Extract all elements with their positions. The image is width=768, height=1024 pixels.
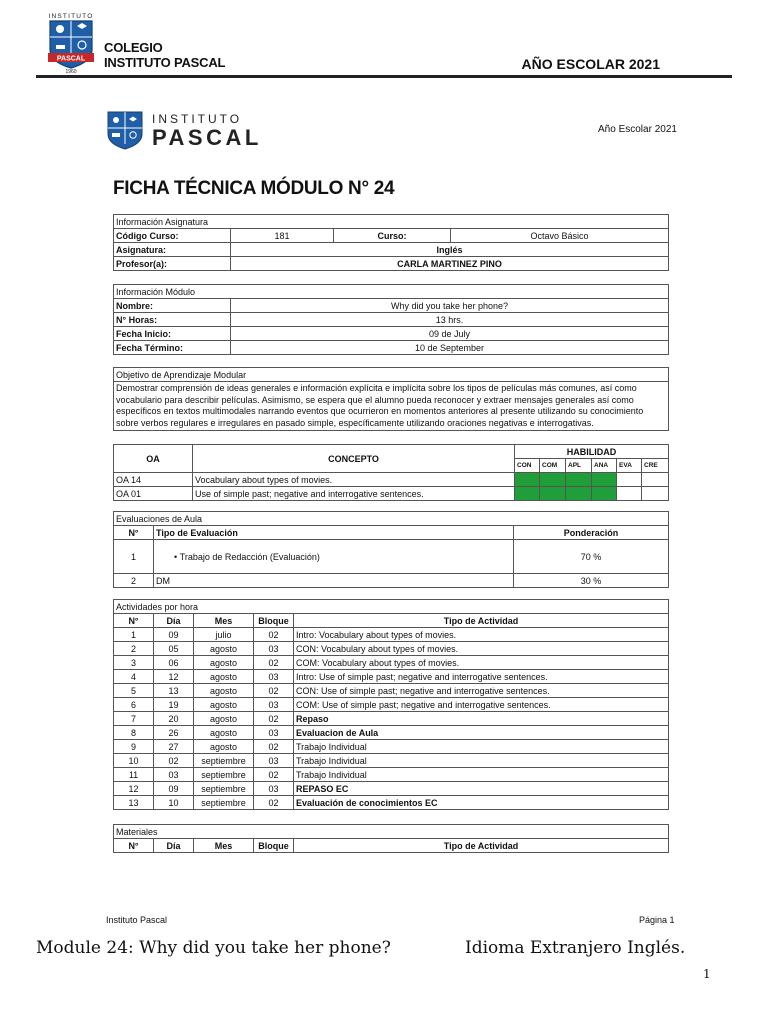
- act-bloque: 02: [254, 656, 294, 670]
- act-tipo: REPASO EC: [294, 782, 669, 796]
- act-n: 4: [114, 670, 154, 684]
- eval-row: [114, 574, 669, 588]
- oa-row: [114, 487, 669, 501]
- actividades-table: [113, 599, 669, 810]
- act-dia: 20: [154, 712, 194, 726]
- skill-cell: [540, 487, 566, 501]
- modulo-value: 09 de July: [231, 327, 669, 341]
- asignatura-label: Asignatura:: [114, 243, 231, 257]
- oa-concepto: Vocabulary about types of movies.: [193, 473, 515, 487]
- modulo-section-title: Información Módulo: [114, 285, 669, 299]
- modulo-row: [114, 313, 669, 327]
- act-mes: agosto: [194, 642, 254, 656]
- act-n: 7: [114, 712, 154, 726]
- footer-institute: Instituto Pascal: [106, 915, 168, 925]
- subject-caption: Idioma Extranjero Inglés.: [465, 938, 686, 958]
- eval-tipo-header: Tipo de Evaluación: [154, 526, 514, 540]
- act-mes: agosto: [194, 656, 254, 670]
- eval-n-header: N°: [114, 526, 154, 540]
- codigo-value: 181: [231, 229, 334, 243]
- eval-row: [114, 540, 669, 574]
- skill-apl: APL: [566, 459, 592, 473]
- mat-header-n: N°: [114, 839, 154, 853]
- act-dia: 27: [154, 740, 194, 754]
- eval-pond: 70 %: [514, 540, 669, 574]
- objetivo-table: [113, 367, 669, 431]
- act-mes: septiembre: [194, 768, 254, 782]
- mat-header-dia: Día: [154, 839, 194, 853]
- activity-row: [114, 768, 669, 782]
- modulo-table: [113, 284, 669, 355]
- eval-n: 2: [114, 574, 154, 588]
- modulo-row: [114, 341, 669, 355]
- activity-row: [114, 712, 669, 726]
- act-mes: septiembre: [194, 796, 254, 810]
- logo-word-pascal: PASCAL: [152, 125, 262, 150]
- act-mes: agosto: [194, 712, 254, 726]
- act-n: 2: [114, 642, 154, 656]
- oa-code: OA 01: [114, 487, 193, 501]
- act-n: 8: [114, 726, 154, 740]
- skill-cell: [592, 487, 617, 501]
- asignatura-section-title: Información Asignatura: [114, 215, 669, 229]
- act-bloque: 02: [254, 628, 294, 642]
- act-mes: agosto: [194, 740, 254, 754]
- modulo-row: [114, 299, 669, 313]
- eval-pond: 30 %: [514, 574, 669, 588]
- skill-eva: EVA: [617, 459, 642, 473]
- act-mes: agosto: [194, 670, 254, 684]
- skill-com: COM: [540, 459, 566, 473]
- act-tipo: Trabajo Individual: [294, 754, 669, 768]
- act-dia: 09: [154, 782, 194, 796]
- activity-row: [114, 642, 669, 656]
- eval-n: 1: [114, 540, 154, 574]
- modulo-label: Fecha Inicio:: [114, 327, 231, 341]
- act-bloque: 03: [254, 754, 294, 768]
- oa-table: [113, 444, 669, 501]
- act-tipo: COM: Use of simple past; negative and interrogative sentences.: [294, 698, 669, 712]
- act-bloque: 02: [254, 712, 294, 726]
- act-header-mes: Mes: [194, 614, 254, 628]
- asignatura-table: [113, 214, 669, 271]
- materiales-table: [113, 824, 669, 853]
- act-n: 11: [114, 768, 154, 782]
- skill-cell: [515, 487, 540, 501]
- act-bloque: 03: [254, 782, 294, 796]
- school-crest-logo: [44, 10, 98, 74]
- asignatura-value: Inglés: [231, 243, 669, 257]
- act-tipo: CON: Vocabulary about types of movies.: [294, 642, 669, 656]
- act-dia: 02: [154, 754, 194, 768]
- act-bloque: 03: [254, 726, 294, 740]
- skill-cre: CRE: [642, 459, 669, 473]
- modulo-value: 10 de September: [231, 341, 669, 355]
- modulo-row: [114, 327, 669, 341]
- objetivo-text: Demostrar comprensión de ideas generales e información explícita e implícita sobre los tipos de películas más comunes, así como vocabulario para describir películas. Asimismo, se espera que el alumno pueda reconocer y extraer mensajes generales así como específicos en textos multimodales narrando eventos que ocurrieron en momentos anteriores al presente utilizando su conocimiento sobre verbos regulares e irregulares en pasado simple, específicamente utilizando oraciones negativas e interrogativas.: [114, 382, 669, 431]
- actividades-body: [114, 628, 669, 810]
- act-dia: 09: [154, 628, 194, 642]
- activity-row: [114, 670, 669, 684]
- page-header: [36, 6, 732, 78]
- modulo-value: Why did you take her phone?: [231, 299, 669, 313]
- skill-cell: [617, 473, 642, 487]
- college-name: [104, 40, 225, 70]
- act-n: 12: [114, 782, 154, 796]
- act-mes: agosto: [194, 684, 254, 698]
- act-tipo: Evaluacion de Aula: [294, 726, 669, 740]
- modulo-label: Nombre:: [114, 299, 231, 313]
- mat-header-mes: Mes: [194, 839, 254, 853]
- act-tipo: Trabajo Individual: [294, 740, 669, 754]
- curso-value: Octavo Básico: [451, 229, 669, 243]
- skill-cell: [642, 487, 669, 501]
- skill-cell: [566, 473, 592, 487]
- act-tipo: Repaso: [294, 712, 669, 726]
- act-bloque: 02: [254, 796, 294, 810]
- modulo-value: 13 hrs.: [231, 313, 669, 327]
- act-header-bloque: Bloque: [254, 614, 294, 628]
- module-caption: Module 24: Why did you take her phone?: [36, 938, 391, 958]
- footer-page: Página 1: [639, 915, 675, 925]
- actividades-section-title: Actividades por hora: [114, 600, 669, 614]
- act-mes: agosto: [194, 726, 254, 740]
- act-tipo: COM: Vocabulary about types of movies.: [294, 656, 669, 670]
- act-bloque: 02: [254, 684, 294, 698]
- act-header-n: N°: [114, 614, 154, 628]
- act-mes: septiembre: [194, 754, 254, 768]
- act-n: 6: [114, 698, 154, 712]
- skill-con: CON: [515, 459, 540, 473]
- act-n: 1: [114, 628, 154, 642]
- act-dia: 06: [154, 656, 194, 670]
- skill-cell: [642, 473, 669, 487]
- activity-row: [114, 684, 669, 698]
- skill-cell: [566, 487, 592, 501]
- act-tipo: Intro: Use of simple past; negative and interrogative sentences.: [294, 670, 669, 684]
- act-n: 9: [114, 740, 154, 754]
- act-dia: 12: [154, 670, 194, 684]
- page-title: FICHA TÉCNICA MÓDULO N° 24: [113, 178, 395, 199]
- evaluaciones-section-title: Evaluaciones de Aula: [114, 512, 669, 526]
- act-bloque: 03: [254, 642, 294, 656]
- activity-row: [114, 628, 669, 642]
- mat-header-tipo: Tipo de Actividad: [294, 839, 669, 853]
- act-tipo: Evaluación de conocimientos EC: [294, 796, 669, 810]
- institute-logo: [106, 110, 276, 150]
- act-dia: 03: [154, 768, 194, 782]
- act-bloque: 02: [254, 740, 294, 754]
- act-header-dia: Día: [154, 614, 194, 628]
- logo-top-text: INSTITUTO: [48, 13, 94, 20]
- act-n: 3: [114, 656, 154, 670]
- modulo-label: Fecha Término:: [114, 341, 231, 355]
- logo-year: 1960: [65, 69, 77, 74]
- school-year: AÑO ESCOLAR 2021: [521, 56, 660, 72]
- act-tipo: Trabajo Individual: [294, 768, 669, 782]
- modulo-label: N° Horas:: [114, 313, 231, 327]
- objetivo-section-title: Objetivo de Aprendizaje Modular: [114, 368, 669, 382]
- college-line-1: COLEGIO: [104, 40, 163, 55]
- oa-header: OA: [114, 445, 193, 473]
- profesor-label: Profesor(a):: [114, 257, 231, 271]
- eval-pond-header: Ponderación: [514, 526, 669, 540]
- activity-row: [114, 656, 669, 670]
- materiales-section-title: Materiales: [114, 825, 669, 839]
- act-mes: julio: [194, 628, 254, 642]
- skill-cell: [617, 487, 642, 501]
- skill-cell: [540, 473, 566, 487]
- skill-cell: [592, 473, 617, 487]
- act-n: 13: [114, 796, 154, 810]
- act-bloque: 03: [254, 670, 294, 684]
- eval-tipo: Trabajo de Redacción (Evaluación): [179, 551, 320, 562]
- act-dia: 10: [154, 796, 194, 810]
- skill-ana: ANA: [592, 459, 617, 473]
- act-dia: 26: [154, 726, 194, 740]
- act-header-tipo: Tipo de Actividad: [294, 614, 669, 628]
- evaluaciones-table: [113, 511, 669, 588]
- codigo-label: Código Curso:: [114, 229, 231, 243]
- concepto-header: CONCEPTO: [193, 445, 515, 473]
- activity-row: [114, 782, 669, 796]
- act-dia: 13: [154, 684, 194, 698]
- activity-row: [114, 796, 669, 810]
- act-mes: agosto: [194, 698, 254, 712]
- eval-tipo: DM: [154, 574, 514, 588]
- act-bloque: 02: [254, 768, 294, 782]
- page-number: 1: [703, 967, 711, 981]
- act-tipo: Intro: Vocabulary about types of movies.: [294, 628, 669, 642]
- curso-label: Curso:: [334, 229, 451, 243]
- activity-row: [114, 740, 669, 754]
- college-line-2: INSTITUTO PASCAL: [104, 55, 226, 70]
- act-n: 10: [114, 754, 154, 768]
- skill-cell: [515, 473, 540, 487]
- act-tipo: CON: Use of simple past; negative and interrogative sentences.: [294, 684, 669, 698]
- activity-row: [114, 698, 669, 712]
- activity-row: [114, 726, 669, 740]
- document-year: Año Escolar 2021: [598, 124, 677, 135]
- habilidad-header: HABILIDAD: [515, 445, 669, 459]
- activity-row: [114, 754, 669, 768]
- oa-code: OA 14: [114, 473, 193, 487]
- profesor-value: CARLA MARTINEZ PINO: [231, 257, 669, 271]
- shield-icon: [106, 110, 144, 150]
- act-mes: septiembre: [194, 782, 254, 796]
- oa-row: [114, 473, 669, 487]
- mat-header-bloque: Bloque: [254, 839, 294, 853]
- act-dia: 19: [154, 698, 194, 712]
- act-bloque: 03: [254, 698, 294, 712]
- logo-bottom-text: PASCAL: [56, 55, 86, 63]
- act-dia: 05: [154, 642, 194, 656]
- bullet-icon: •: [174, 551, 180, 562]
- logo-word-instituto: INSTITUTO: [152, 112, 243, 126]
- act-n: 5: [114, 684, 154, 698]
- oa-concepto: Use of simple past; negative and interrogative sentences.: [193, 487, 515, 501]
